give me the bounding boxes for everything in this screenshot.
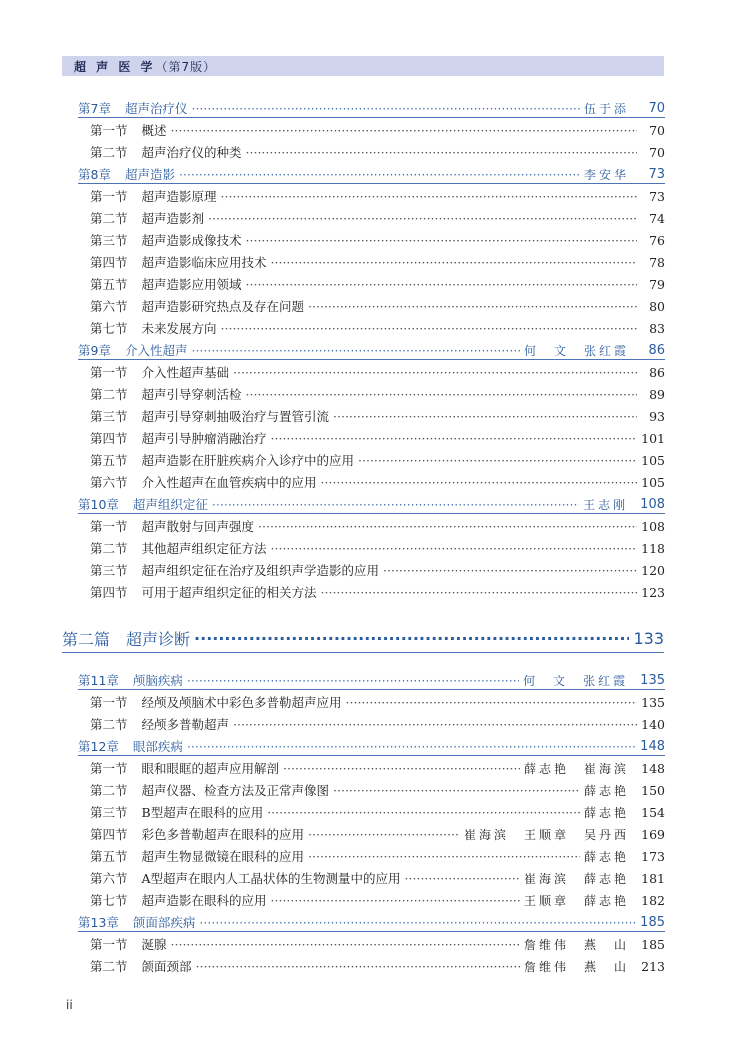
leader-dots xyxy=(171,937,520,952)
entry-author: 薛志艳 崔海滨 xyxy=(523,761,629,776)
toc-section-entry[interactable] xyxy=(90,757,665,779)
section-title: B型超声在眼科的应用 xyxy=(141,805,264,820)
leader-dots xyxy=(221,189,637,204)
section-number: 第一节 xyxy=(90,695,128,710)
leader-dots xyxy=(346,695,637,710)
section-title: 超声造影原理 xyxy=(141,189,217,204)
leader-dots xyxy=(271,893,520,908)
entry-label xyxy=(90,363,229,381)
entry-page: 185 xyxy=(641,936,665,952)
toc-section-entry[interactable] xyxy=(90,889,665,911)
chapter-title: 超声治疗仪 xyxy=(124,101,188,116)
toc-section-entry[interactable] xyxy=(90,141,665,163)
section-title: 超声造影成像技术 xyxy=(141,233,242,248)
entry-label xyxy=(90,517,254,535)
entry-label xyxy=(90,803,263,821)
entry-page: 154 xyxy=(641,804,665,820)
entry-page: 70 xyxy=(649,144,665,160)
entry-label xyxy=(90,715,229,733)
leader-dots xyxy=(187,673,519,688)
section-title: 超声散射与回声强度 xyxy=(141,519,255,534)
leader-dots xyxy=(199,915,636,930)
leader-dots xyxy=(191,101,580,116)
entry-page: 173 xyxy=(641,848,665,864)
section-title: 超声造影临床应用技术 xyxy=(141,255,267,270)
chapter-number: 第12章 xyxy=(78,739,119,754)
toc-section-entry[interactable] xyxy=(90,801,665,823)
entry-page: 140 xyxy=(641,716,665,732)
section-title: 超声造影在肝脏疾病介入诊疗中的应用 xyxy=(141,453,355,468)
entry-label xyxy=(90,231,242,249)
entry-label xyxy=(78,99,187,117)
entry-label xyxy=(90,143,242,161)
entry-author: 王志刚 xyxy=(583,497,629,512)
entry-label xyxy=(90,297,304,315)
section-number: 第一节 xyxy=(90,761,128,776)
section-number: 第五节 xyxy=(90,453,128,468)
entry-page: 76 xyxy=(649,232,665,248)
toc-chapter-entry[interactable] xyxy=(78,163,665,185)
toc-section-entry[interactable] xyxy=(90,779,665,801)
section-number: 第五节 xyxy=(90,849,128,864)
section-title: 超声造影应用领域 xyxy=(141,277,242,292)
toc-section-entry[interactable] xyxy=(90,317,665,339)
leader-dots xyxy=(271,541,637,556)
leader-dots xyxy=(233,717,637,732)
entry-label xyxy=(90,583,317,601)
entry-label xyxy=(90,693,342,711)
entry-author: 王顺章 薛志艳 xyxy=(523,893,629,908)
entry-label xyxy=(78,737,183,755)
chapter-number: 第11章 xyxy=(78,673,119,688)
toc-section-entry[interactable] xyxy=(90,955,665,977)
entry-label xyxy=(90,539,267,557)
leader-dots xyxy=(233,365,637,380)
entry-label xyxy=(90,451,354,469)
leader-dots xyxy=(221,321,637,336)
section-title: 其他超声组织定征方法 xyxy=(141,541,267,556)
leader-dots xyxy=(308,849,580,864)
entry-label xyxy=(90,473,317,491)
toc-section-entry[interactable] xyxy=(90,185,665,207)
part-number: 第二篇 xyxy=(62,629,111,649)
toc-chapter-entry[interactable] xyxy=(78,911,665,933)
section-number: 第一节 xyxy=(90,519,128,534)
entry-page: 120 xyxy=(641,562,665,578)
entry-page: 83 xyxy=(649,320,665,336)
entry-page: 93 xyxy=(649,408,665,424)
entry-page: 70 xyxy=(649,122,665,138)
entry-label xyxy=(90,935,167,953)
toc-section-entry[interactable] xyxy=(90,251,665,273)
chapter-title: 眼部疾病 xyxy=(132,739,183,754)
section-number: 第二节 xyxy=(90,145,128,160)
entry-author: 薛志艳 xyxy=(583,849,629,864)
entry-label xyxy=(90,781,329,799)
entry-page: 70 xyxy=(648,100,665,116)
toc-section-entry[interactable] xyxy=(90,867,665,889)
chapter-title: 颅脑疾病 xyxy=(132,673,183,688)
part-title: 超声诊断 xyxy=(126,629,191,649)
entry-page: 123 xyxy=(641,584,665,600)
entry-page: 181 xyxy=(641,870,665,886)
entry-label xyxy=(90,847,304,865)
leader-dots xyxy=(271,431,637,446)
entry-page: 74 xyxy=(649,210,665,226)
entry-page: 73 xyxy=(648,166,665,182)
part-rule xyxy=(62,652,664,653)
chapter-rule xyxy=(78,513,665,514)
entry-label xyxy=(78,671,183,689)
section-number: 第一节 xyxy=(90,937,128,952)
entry-page: 135 xyxy=(641,694,665,710)
entry-label xyxy=(90,759,279,777)
section-number: 第三节 xyxy=(90,409,128,424)
leader-dots xyxy=(208,211,637,226)
section-title: 颌面颈部 xyxy=(141,959,192,974)
section-number: 第七节 xyxy=(90,321,128,336)
entry-label xyxy=(90,187,217,205)
section-title: 超声造影剂 xyxy=(141,211,205,226)
entry-label xyxy=(78,165,175,183)
section-title: A型超声在眼内人工晶状体的生物测量中的应用 xyxy=(141,871,401,886)
toc-chapter-entry[interactable] xyxy=(78,669,665,691)
toc-section-entry[interactable] xyxy=(90,405,665,427)
folio-page-number: ii xyxy=(66,998,73,1012)
entry-author: 崔海滨 王顺章 吴丹西 xyxy=(463,827,629,842)
entry-label xyxy=(90,957,192,975)
chapter-rule xyxy=(78,117,665,118)
chapter-number: 第10章 xyxy=(78,497,119,512)
leader-dots xyxy=(321,585,637,600)
toc-section-entry[interactable] xyxy=(90,537,665,559)
entry-label xyxy=(90,825,304,843)
entry-page: 169 xyxy=(641,826,665,842)
leader-dots xyxy=(196,959,520,974)
entry-author: 何 文 张红霞 xyxy=(523,343,629,358)
leader-dots xyxy=(333,409,637,424)
entry-page: 78 xyxy=(649,254,665,270)
entry-page: 89 xyxy=(649,386,665,402)
section-title: 彩色多普勒超声在眼科的应用 xyxy=(141,827,305,842)
section-title: 概述 xyxy=(141,123,167,138)
section-number: 第七节 xyxy=(90,893,128,908)
entry-label xyxy=(90,429,267,447)
toc-section-entry[interactable] xyxy=(90,823,665,845)
section-title: 经颅及颅脑术中彩色多普勒超声应用 xyxy=(141,695,342,710)
entry-page: 105 xyxy=(641,474,665,490)
section-number: 第三节 xyxy=(90,563,128,578)
section-title: 超声引导穿刺抽吸治疗与置管引流 xyxy=(141,409,330,424)
toc-section-entry[interactable] xyxy=(90,229,665,251)
leader-dots xyxy=(405,871,520,886)
section-title: 超声治疗仪的种类 xyxy=(141,145,242,160)
toc-section-entry[interactable] xyxy=(90,273,665,295)
section-number: 第六节 xyxy=(90,299,128,314)
leader-dots xyxy=(383,563,637,578)
entry-label xyxy=(90,319,217,337)
toc-section-entry[interactable] xyxy=(90,933,665,955)
entry-page: 73 xyxy=(649,188,665,204)
section-number: 第六节 xyxy=(90,475,128,490)
section-title: 超声引导穿刺活检 xyxy=(141,387,242,402)
leader-dots xyxy=(321,475,637,490)
entry-author: 詹维伟 燕 山 xyxy=(523,959,629,974)
entry-label xyxy=(78,341,187,359)
entry-label xyxy=(90,869,401,887)
entry-label xyxy=(90,891,267,909)
leader-dots xyxy=(308,827,460,842)
section-title: 眼和眼眶的超声应用解剖 xyxy=(141,761,280,776)
entry-page: 213 xyxy=(641,958,665,974)
entry-page: 86 xyxy=(648,342,665,358)
chapter-rule xyxy=(78,931,665,932)
section-title: 未来发展方向 xyxy=(141,321,217,336)
entry-label xyxy=(90,275,242,293)
leader-dots xyxy=(194,629,629,648)
section-number: 第三节 xyxy=(90,805,128,820)
entry-page: 108 xyxy=(640,496,665,512)
toc-section-entry[interactable] xyxy=(90,691,665,713)
section-number: 第四节 xyxy=(90,585,128,600)
entry-page: 148 xyxy=(640,738,665,754)
running-header-title xyxy=(74,58,216,75)
entry-author: 崔海滨 薛志艳 xyxy=(523,871,629,886)
leader-dots xyxy=(258,519,637,534)
toc-section-entry[interactable] xyxy=(90,581,665,603)
leader-dots xyxy=(246,387,637,402)
chapter-rule xyxy=(78,689,665,690)
section-title: 超声造影研究热点及存在问题 xyxy=(141,299,305,314)
toc-section-entry[interactable] xyxy=(90,449,665,471)
section-title: 涎腺 xyxy=(141,937,167,952)
entry-author: 薛志艳 xyxy=(583,805,629,820)
leader-dots xyxy=(246,233,637,248)
leader-dots xyxy=(212,497,579,512)
chapter-title: 颌面部疾病 xyxy=(132,915,196,930)
toc-section-entry[interactable] xyxy=(90,383,665,405)
toc-section-entry[interactable] xyxy=(90,361,665,383)
part-heading[interactable] xyxy=(62,624,664,652)
leader-dots xyxy=(246,277,637,292)
leader-dots xyxy=(333,783,580,798)
section-number: 第二节 xyxy=(90,717,128,732)
entry-page: 80 xyxy=(649,298,665,314)
entry-author: 何 文 张红霞 xyxy=(523,673,629,688)
chapter-number: 第8章 xyxy=(78,167,111,182)
leader-dots xyxy=(271,255,637,270)
leader-dots xyxy=(191,343,520,358)
chapter-title: 超声造影 xyxy=(124,167,175,182)
section-number: 第四节 xyxy=(90,431,128,446)
toc-section-entry[interactable] xyxy=(90,515,665,537)
leader-dots xyxy=(308,299,637,314)
entry-author: 李安华 xyxy=(583,167,629,182)
section-title: 介入性超声基础 xyxy=(141,365,230,380)
section-number: 第一节 xyxy=(90,365,128,380)
leader-dots xyxy=(267,805,580,820)
entry-label xyxy=(78,913,195,931)
section-title: 超声生物显微镜在眼科的应用 xyxy=(141,849,305,864)
leader-dots xyxy=(171,123,637,138)
part-page: 133 xyxy=(633,628,664,648)
section-number: 第二节 xyxy=(90,541,128,556)
section-title: 超声仪器、检查方法及正常声像图 xyxy=(141,783,330,798)
entry-label xyxy=(90,407,329,425)
entry-label xyxy=(78,495,208,513)
entry-page: 135 xyxy=(640,672,665,688)
toc-chapter-entry[interactable] xyxy=(78,735,665,757)
toc-section-entry[interactable] xyxy=(90,295,665,317)
chapter-title: 介入性超声 xyxy=(124,343,188,358)
chapter-rule xyxy=(78,359,665,360)
section-number: 第二节 xyxy=(90,211,128,226)
section-number: 第六节 xyxy=(90,871,128,886)
toc-section-entry[interactable] xyxy=(90,713,665,735)
entry-page: 118 xyxy=(641,540,665,556)
entry-label xyxy=(90,253,267,271)
entry-label xyxy=(90,561,379,579)
section-title: 超声引导肿瘤消融治疗 xyxy=(141,431,267,446)
section-number: 第五节 xyxy=(90,277,128,292)
entry-author: 詹维伟 燕 山 xyxy=(523,937,629,952)
entry-label xyxy=(90,121,167,139)
entry-page: 101 xyxy=(641,430,665,446)
leader-dots xyxy=(187,739,636,754)
leader-dots xyxy=(179,167,580,182)
entry-page: 148 xyxy=(641,760,665,776)
section-number: 第二节 xyxy=(90,783,128,798)
entry-page: 182 xyxy=(641,892,665,908)
toc-section-entry[interactable] xyxy=(90,471,665,493)
entry-label xyxy=(90,385,242,403)
leader-dots xyxy=(358,453,637,468)
entry-page: 108 xyxy=(641,518,665,534)
entry-label xyxy=(90,209,204,227)
toc-section-entry[interactable] xyxy=(90,427,665,449)
toc-section-entry[interactable] xyxy=(90,207,665,229)
section-title: 经颅多普勒超声 xyxy=(141,717,230,732)
section-number: 第四节 xyxy=(90,827,128,842)
book-title: 超 声 医 学 xyxy=(74,60,156,74)
entry-page: 185 xyxy=(640,914,665,930)
chapter-number: 第7章 xyxy=(78,101,111,116)
toc-section-entry[interactable] xyxy=(90,559,665,581)
chapter-number: 第13章 xyxy=(78,915,119,930)
leader-dots xyxy=(283,761,520,776)
section-number: 第三节 xyxy=(90,233,128,248)
chapter-title: 超声组织定征 xyxy=(132,497,208,512)
section-number: 第四节 xyxy=(90,255,128,270)
section-title: 介入性超声在血管疾病中的应用 xyxy=(141,475,317,490)
section-title: 可用于超声组织定征的相关方法 xyxy=(141,585,317,600)
entry-page: 105 xyxy=(641,452,665,468)
section-number: 第一节 xyxy=(90,189,128,204)
entry-author: 伍于添 xyxy=(583,101,629,116)
toc-chapter-entry[interactable] xyxy=(78,493,665,515)
entry-author: 薛志艳 xyxy=(583,783,629,798)
section-number: 第二节 xyxy=(90,959,128,974)
chapter-rule xyxy=(78,183,665,184)
section-title: 超声造影在眼科的应用 xyxy=(141,893,267,908)
chapter-number: 第9章 xyxy=(78,343,111,358)
toc-chapter-entry[interactable] xyxy=(78,339,665,361)
entry-page: 150 xyxy=(641,782,665,798)
chapter-rule xyxy=(78,755,665,756)
leader-dots xyxy=(246,145,637,160)
entry-page: 86 xyxy=(649,364,665,380)
book-edition: （第7版） xyxy=(155,60,217,74)
section-number: 第一节 xyxy=(90,123,128,138)
running-header-bar xyxy=(62,56,664,76)
section-number: 第二节 xyxy=(90,387,128,402)
entry-page: 79 xyxy=(649,276,665,292)
toc-chapter-entry[interactable] xyxy=(78,97,665,119)
toc-section-entry[interactable] xyxy=(90,119,665,141)
toc-section-entry[interactable] xyxy=(90,845,665,867)
section-title: 超声组织定征在治疗及组织声学造影的应用 xyxy=(141,563,380,578)
